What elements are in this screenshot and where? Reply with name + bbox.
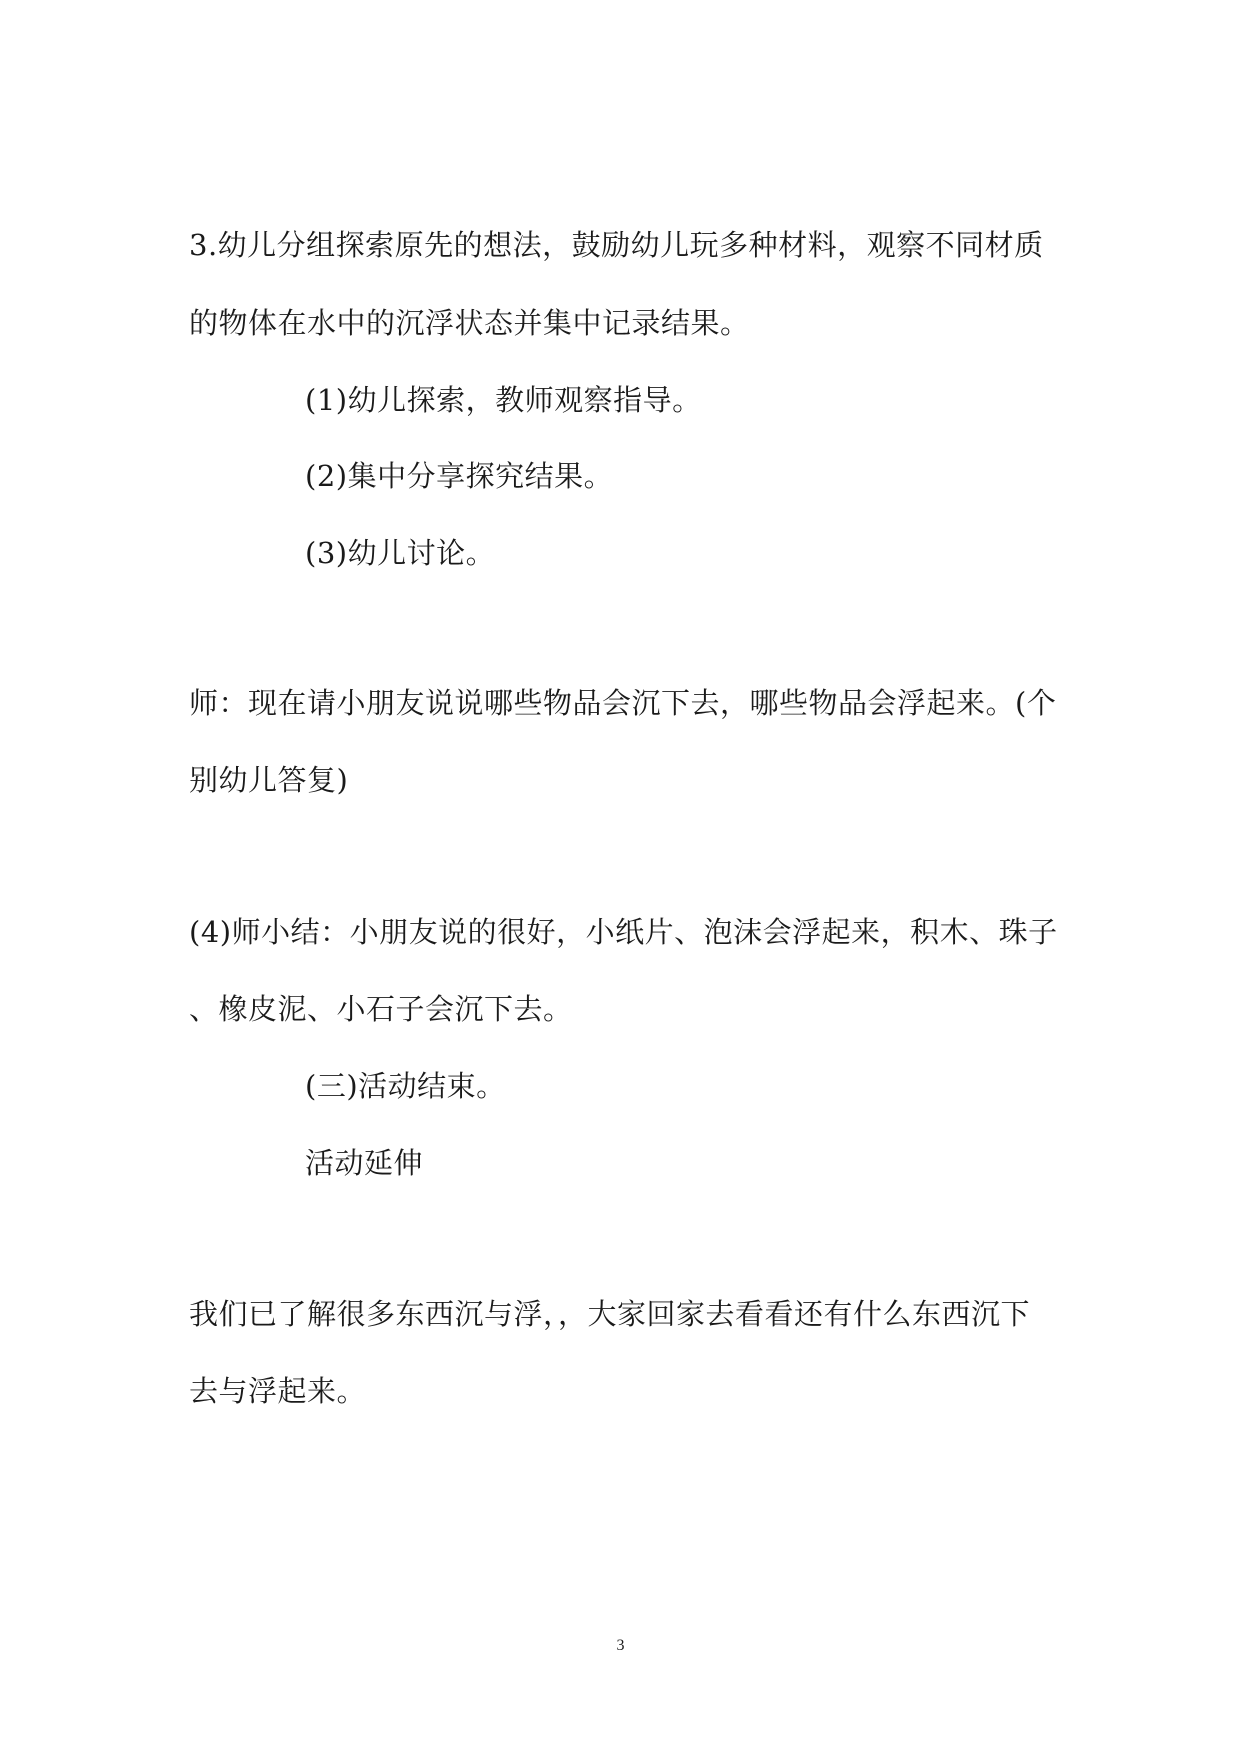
list-item-3: (3)幼儿讨论。: [305, 536, 496, 570]
teacher-summary-line-1: (4)师小结：小朋友说的很好，小纸片、泡沫会浮起来，积木、珠子: [189, 915, 1058, 949]
page-number: 3: [616, 1637, 625, 1654]
teacher-question-line-1: 师：现在请小朋友说说哪些物品会沉下去，哪些物品会浮起来。(个: [189, 686, 1057, 720]
extension-text-line-2: 去与浮起来。: [189, 1374, 367, 1408]
teacher-question-line-2: 别幼儿答复): [189, 763, 349, 797]
list-item-2: (2)集中分享探究结果。: [305, 459, 614, 493]
extension-text-line-1: 我们已了解很多东西沉与浮，，大家回家去看看还有什么东西沉下: [189, 1297, 1031, 1331]
activity-extension-heading: 活动延伸: [305, 1146, 424, 1180]
paragraph-1-line-1: 3.幼儿分组探索原先的想法，鼓励幼儿玩多种材料，观察不同材质: [189, 228, 1044, 262]
teacher-summary-line-2: 、橡皮泥、小石子会沉下去。: [189, 992, 573, 1026]
section-end-heading: (三)活动结束。: [305, 1069, 506, 1103]
paragraph-1-line-2: 的物体在水中的沉浮状态并集中记录结果。: [189, 306, 750, 340]
list-item-1: (1)幼儿探索，教师观察指导。: [305, 383, 702, 417]
